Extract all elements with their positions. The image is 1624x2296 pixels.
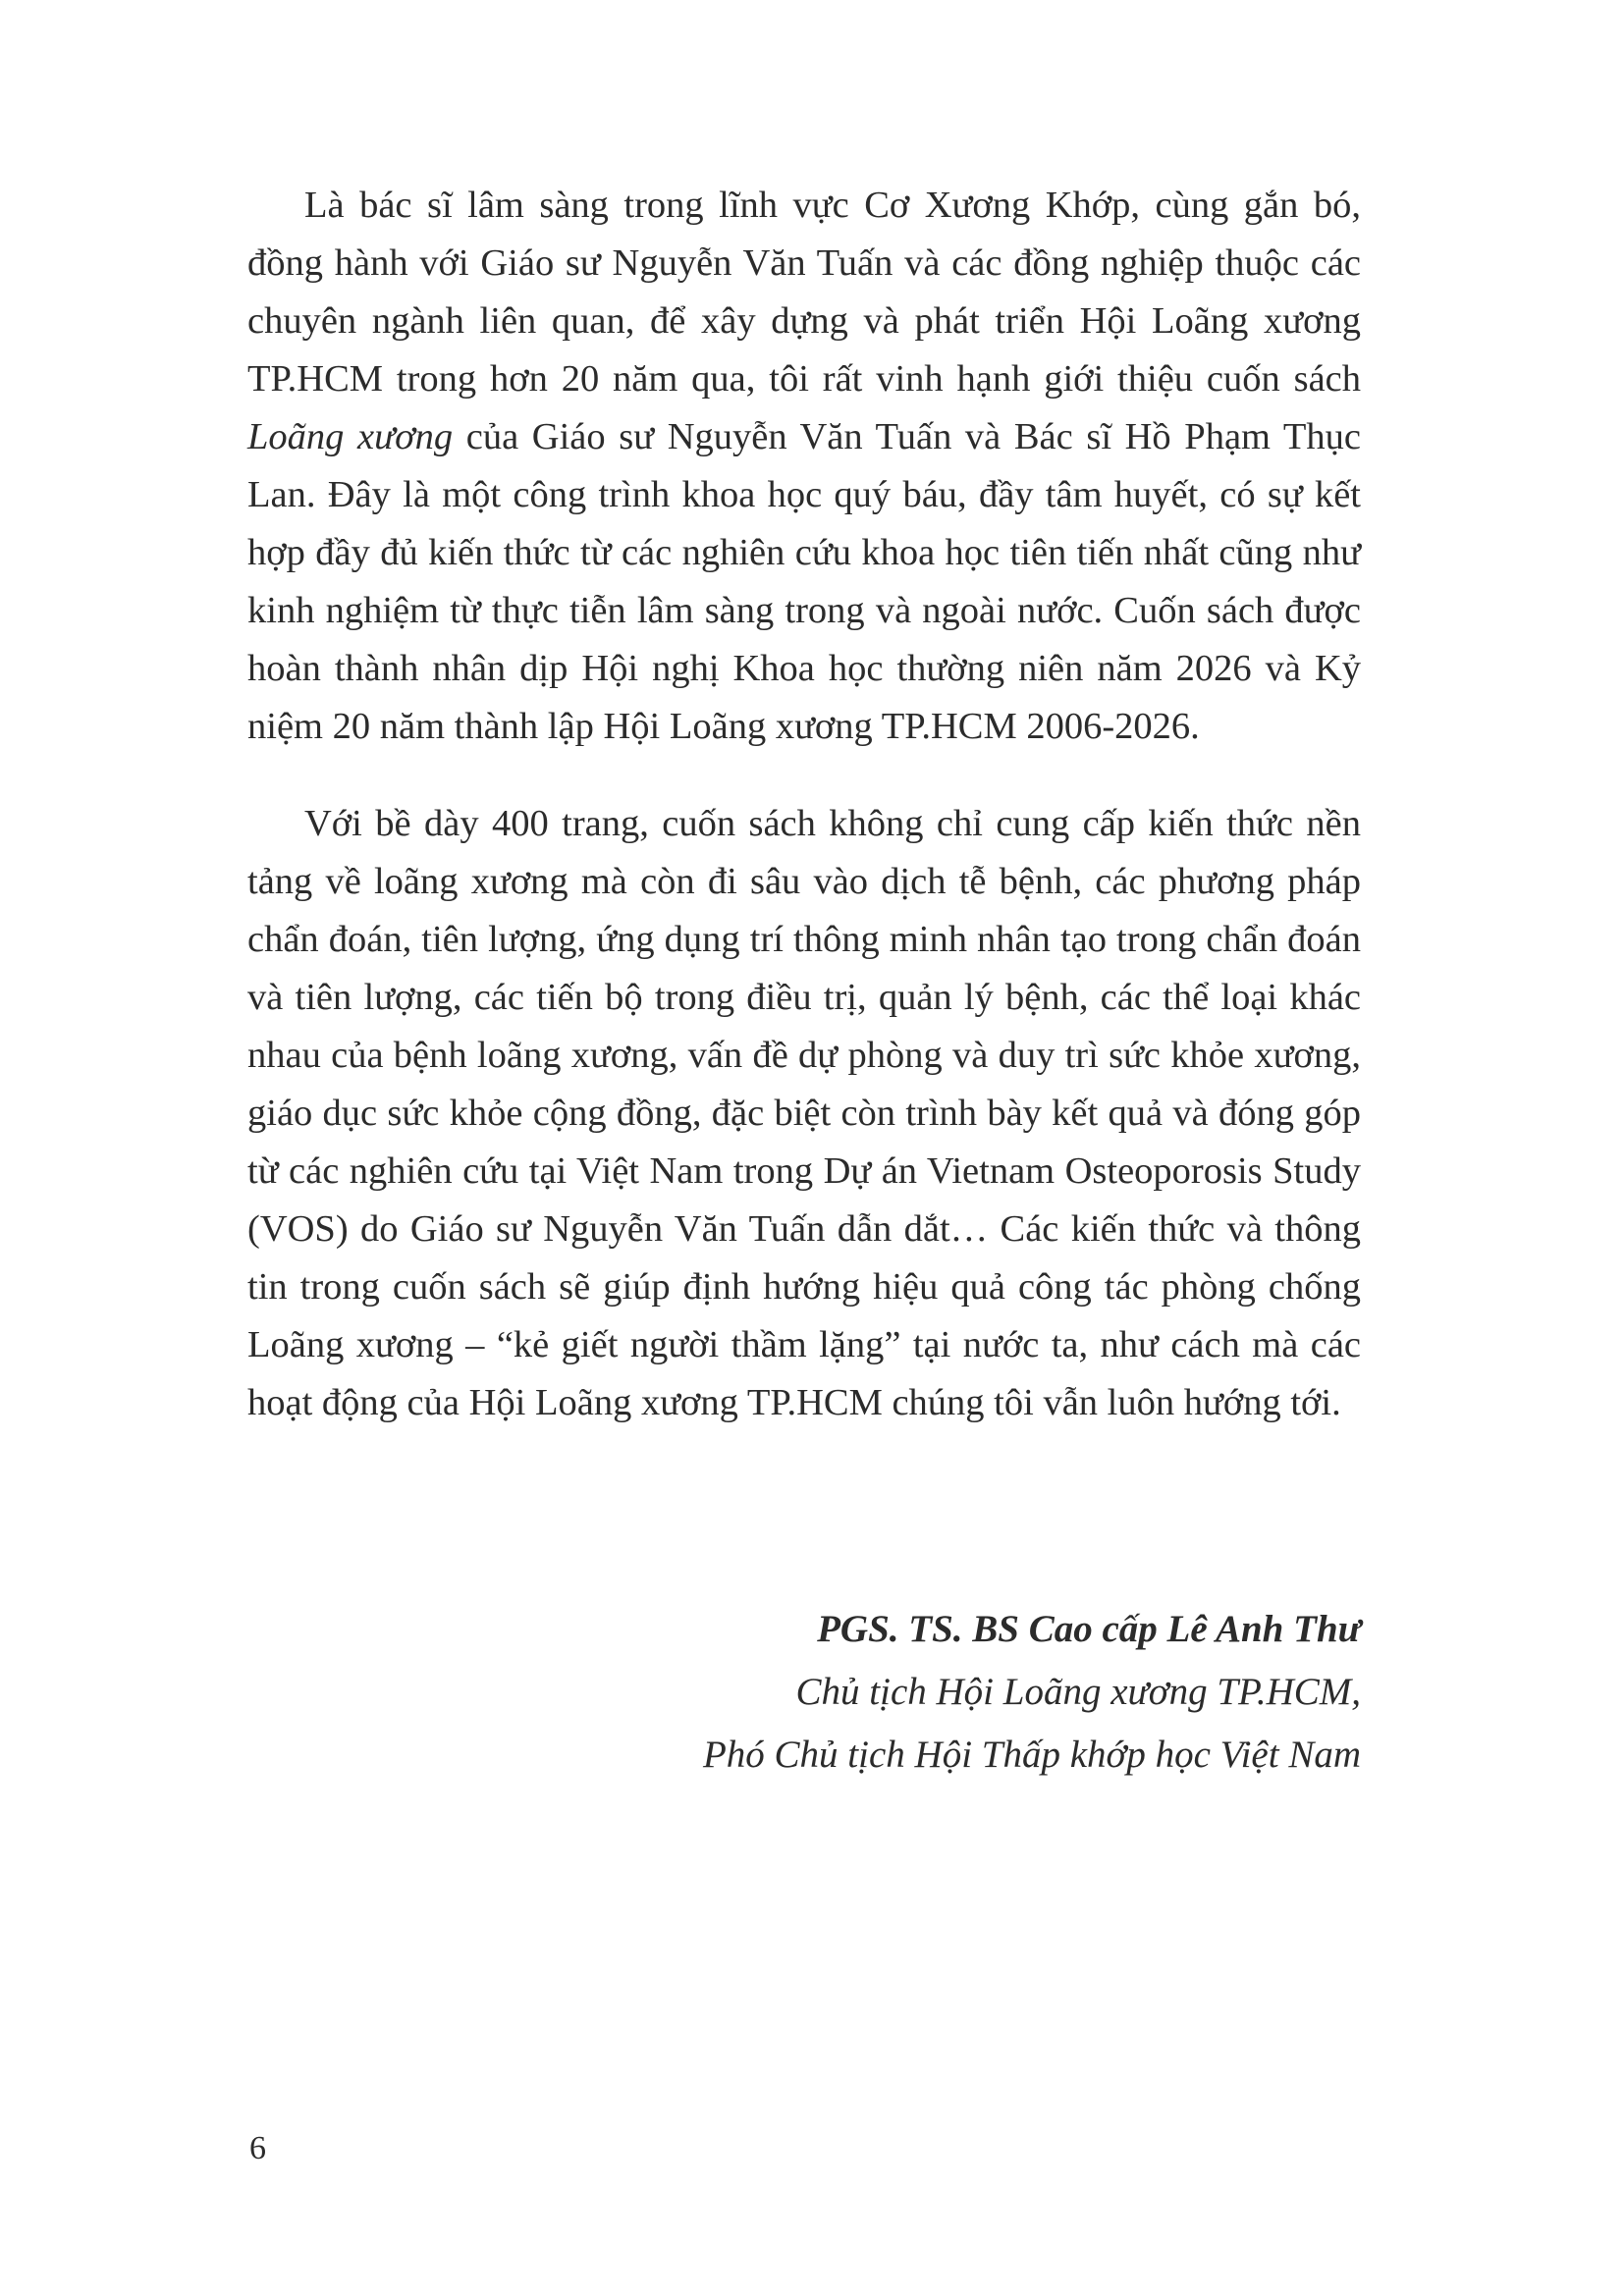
page-number: 6 [249,2130,266,2166]
page-body [247,177,1361,1471]
signature-title-1: Chủ tịch Hội Loãng xương TP.HCM, [795,1671,1361,1713]
signature-block [703,1598,1361,1787]
intro-paragraph [247,177,1361,756]
intro-text-end: của Giáo sư Nguyễn Văn Tuấn và Bác sĩ Hồ Phạm Thục Lan. Đây là một công trình khoa học quý báu, đầy tâm huyết, có sự kết hợp đầy đủ kiến thức từ các nghiên cứu khoa học tiên tiến nhất cũng như kinh nghiệm từ thực tiễn lâm sàng trong và ngoài nước. Cuốn sách được hoàn thành nhân dịp Hội nghị Khoa học thường niên năm 2026 và Kỷ niệm 20 năm thành lập Hội Loãng xương TP.HCM 2006-2026. [247,416,1361,747]
intro-text-start: Là bác sĩ lâm sàng trong lĩnh vực Cơ Xương Khớp, cùng gắn bó, đồng hành với Giáo sư Nguyễn Văn Tuấn và các đồng nghiệp thuộc các chuyên ngành liên quan, để xây dựng và phát triển Hội Loãng xương TP.HCM trong hơn 20 năm qua, tôi rất vinh hạnh giới thiệu cuốn sách [247,185,1361,400]
book-title: Loãng xương [247,416,454,457]
signature-name: PGS. TS. BS Cao cấp Lê Anh Thư [817,1608,1361,1650]
signature-title-2: Phó Chủ tịch Hội Thấp khớp học Việt Nam [702,1734,1361,1776]
content-paragraph: Với bề dày 400 trang, cuốn sách không chỉ cung cấp kiến thức nền tảng về loãng xương mà còn đi sâu vào dịch tễ bệnh, các phương pháp chẩn đoán, tiên lượng, ứng dụng trí thông minh nhân tạo trong chẩn đoán và tiên lượng, các tiến bộ trong điều trị, quản lý bệnh, các thể loại khác nhau của bệnh loãng xương, vấn đề dự phòng và duy trì sức khỏe xương, giáo dục sức khỏe cộng đồng, đặc biệt còn trình bày kết quả và đóng góp từ các nghiên cứu tại Việt Nam trong Dự án Vietnam Osteoporosis Study (VOS) do Giáo sư Nguyễn Văn Tuấn dẫn dắt… Các kiến thức và thông tin trong cuốn sách sẽ giúp định hướng hiệu quả công tác phòng chống Loãng xương – “kẻ giết người thầm lặng” tại nước ta, như cách mà các hoạt động của Hội Loãng xương TP.HCM chúng tôi vẫn luôn hướng tới. [247,803,1361,1423]
